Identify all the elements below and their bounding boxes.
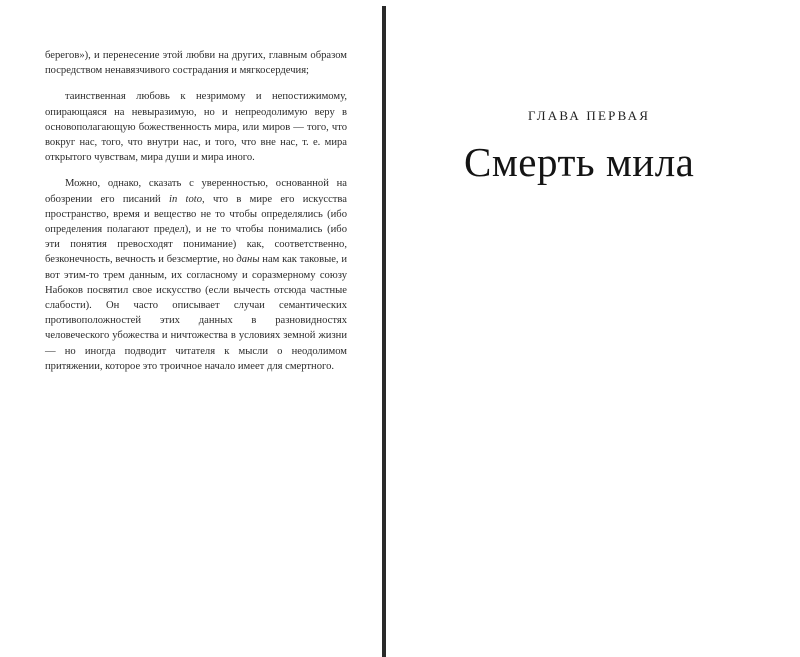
- chapter-label: ГЛАВА ПЕРВАЯ: [528, 108, 651, 123]
- text-run: таинственная любовь к незримому и непостижимому, опирающаяся на невыразимую, но и непреодолимую веру в основополагающую божественность мира, или миров — того, что вокруг нас, того, что внутри нас, и того, что вне нас, т. е. мира открытого чувствам, мира души и мира иного.: [45, 91, 347, 164]
- paragraph: [45, 176, 347, 374]
- text-run: Можно, однако, сказать с уверенностью, основанной на обозрении его писаний: [45, 178, 347, 205]
- body-text: [45, 48, 347, 385]
- left-page: [0, 0, 382, 657]
- right-page: [386, 0, 800, 657]
- text-run: берегов»), и перенесение этой любви на других, главным образом посредством ненавязчивого сострадания и мягкосердечия;: [45, 50, 347, 77]
- text-run: , что в мире его искусства пространство, время и вещество не то чтобы определялись (ибо определения полагают предел), и не то чтобы понимались (ибо эти понятия превосходят понимание) как, соответственно, безконечность, вечность и безсмертие, но: [45, 193, 347, 266]
- paragraph: [45, 89, 347, 165]
- paragraph: [45, 48, 347, 78]
- italic-phrase: даны: [236, 254, 260, 266]
- text-run: нам как таковые, и вот этим-то трем данным, их согласному и соразмерному союзу Набоков посвятил свое искусство (если вычесть отсюда частные слабости). Он часто описывает случаи семантических противоположностей этих данных в разновидностях человеческого убожества и ничтожества в условиях земной жизни — но иногда подводит читателя к мысли о неодолимом притяжении, которое это троичное начало имеет для смертного.: [45, 254, 347, 372]
- chapter-title: Смерть мила: [464, 139, 695, 185]
- italic-phrase: in toto: [169, 193, 203, 205]
